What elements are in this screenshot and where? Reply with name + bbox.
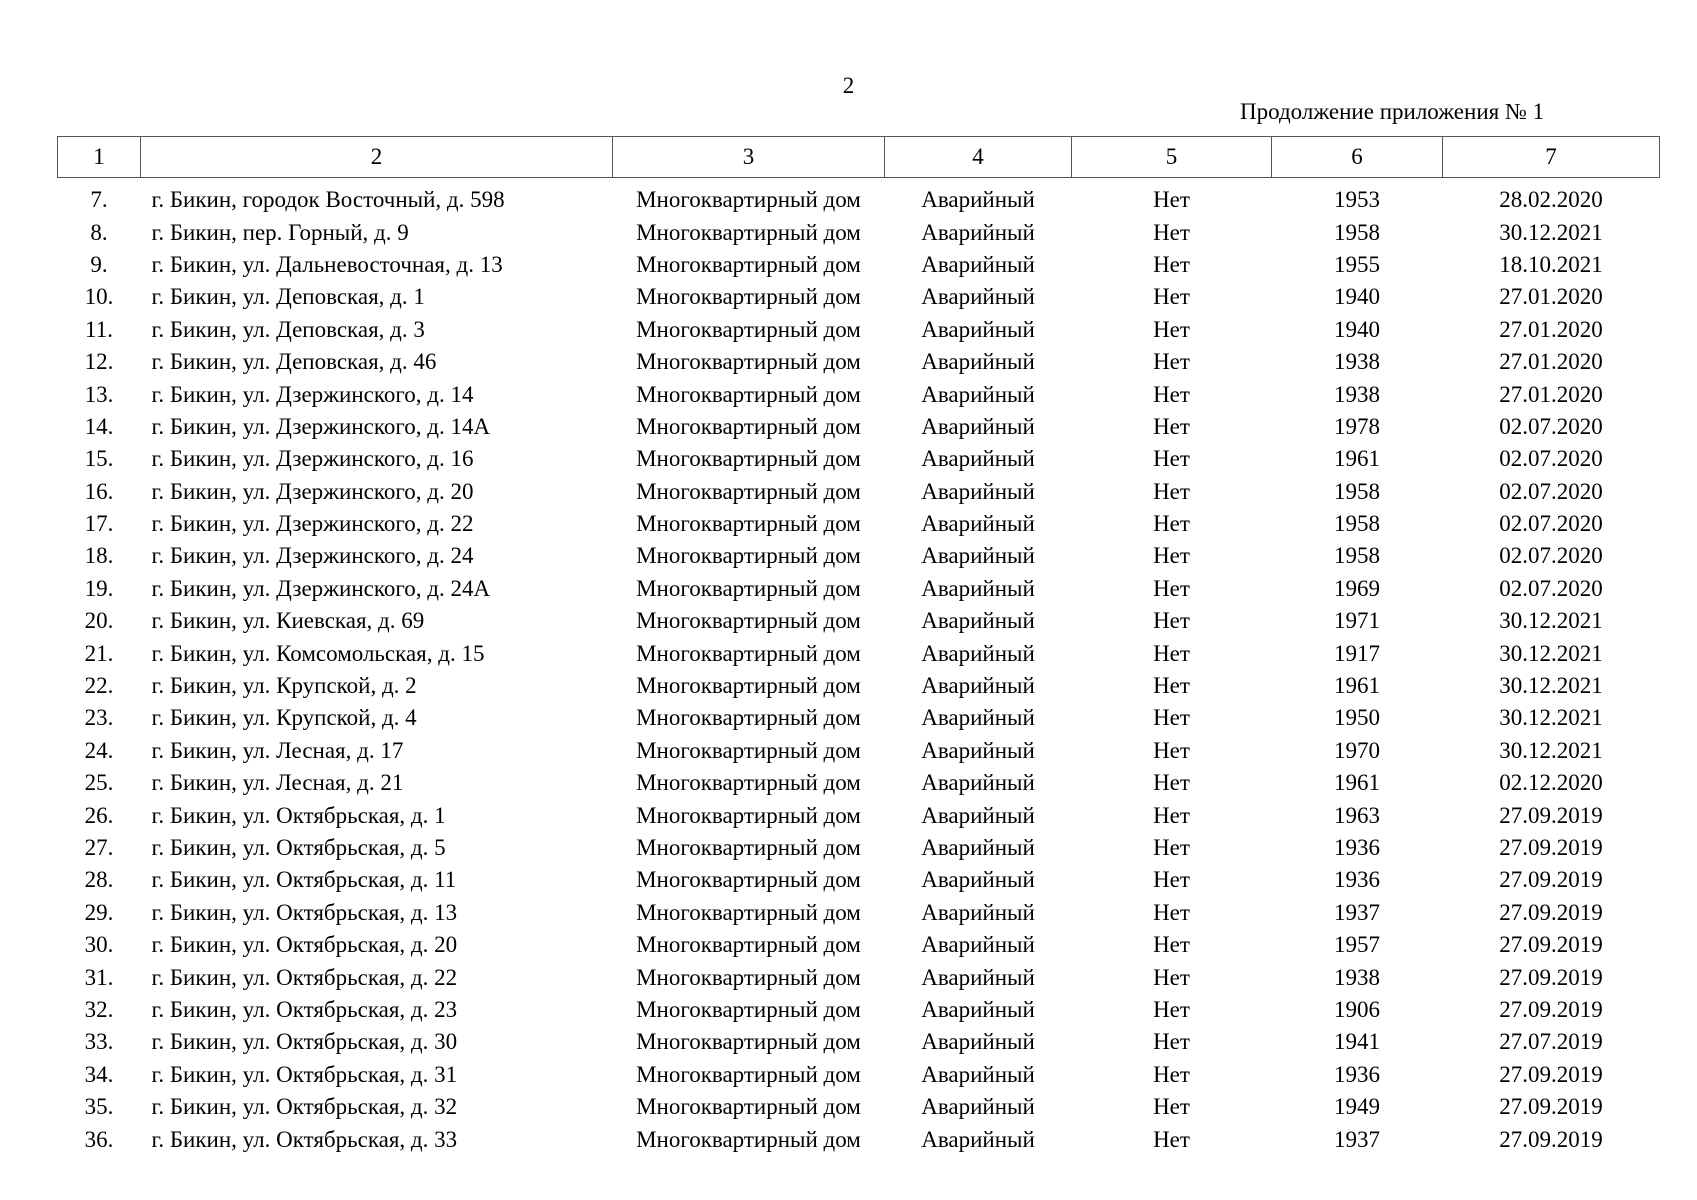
building-type-cell: Многоквартирный дом bbox=[636, 187, 861, 213]
flag-cell: Нет bbox=[1153, 511, 1190, 537]
year-cell: 1955 bbox=[1334, 251, 1380, 277]
table-row bbox=[58, 411, 1660, 443]
year-cell: 1938 bbox=[1334, 381, 1380, 407]
column-header-3: 3 bbox=[613, 137, 885, 178]
date-cell: 27.09.2019 bbox=[1499, 1126, 1603, 1152]
building-type-cell: Многоквартирный дом bbox=[636, 446, 861, 472]
table-row bbox=[58, 994, 1660, 1026]
year-cell: 1906 bbox=[1334, 996, 1380, 1022]
row-number: 7. bbox=[90, 187, 108, 213]
date-cell: 28.02.2020 bbox=[1499, 187, 1603, 213]
date-cell: 02.07.2020 bbox=[1499, 478, 1603, 504]
row-number: 31. bbox=[84, 964, 114, 990]
condition-cell: Аварийный bbox=[921, 1126, 1035, 1152]
date-cell: 27.09.2019 bbox=[1499, 899, 1603, 925]
row-number: 21. bbox=[84, 640, 114, 666]
date-cell: 02.07.2020 bbox=[1499, 543, 1603, 569]
row-number: 8. bbox=[90, 219, 108, 245]
address-cell: г. Бикин, ул. Октябрьская, д. 20 bbox=[151, 932, 458, 958]
building-type-cell: Многоквартирный дом bbox=[636, 251, 861, 277]
building-type-cell: Многоквартирный дом bbox=[636, 413, 861, 439]
table-row bbox=[58, 1123, 1660, 1155]
date-cell: 27.01.2020 bbox=[1499, 284, 1603, 310]
condition-cell: Аварийный bbox=[921, 446, 1035, 472]
condition-cell: Аварийный bbox=[921, 737, 1035, 763]
date-cell: 02.07.2020 bbox=[1499, 446, 1603, 472]
table-row bbox=[58, 1059, 1660, 1091]
table-row bbox=[58, 476, 1660, 508]
building-type-cell: Многоквартирный дом bbox=[636, 996, 861, 1022]
row-number: 27. bbox=[84, 835, 114, 860]
year-cell: 1938 bbox=[1334, 964, 1380, 990]
table-row bbox=[58, 767, 1660, 799]
address-cell: г. Бикин, ул. Деповская, д. 1 bbox=[151, 284, 425, 310]
year-cell: 1961 bbox=[1334, 446, 1380, 472]
address-cell: г. Бикин, ул. Октябрьская, д. 5 bbox=[151, 835, 446, 860]
flag-cell: Нет bbox=[1153, 737, 1190, 763]
flag-cell: Нет bbox=[1153, 219, 1190, 245]
address-cell: г. Бикин, ул. Дзержинского, д. 14А bbox=[151, 413, 491, 439]
building-type-cell: Многоквартирный дом bbox=[636, 899, 861, 925]
building-type-cell: Многоквартирный дом bbox=[636, 316, 861, 342]
table-row bbox=[58, 443, 1660, 475]
date-cell: 18.10.2021 bbox=[1499, 251, 1603, 277]
table-row bbox=[58, 929, 1660, 961]
condition-cell: Аварийный bbox=[921, 867, 1035, 893]
condition-cell: Аварийный bbox=[921, 349, 1035, 375]
date-cell: 27.09.2019 bbox=[1499, 932, 1603, 958]
flag-cell: Нет bbox=[1153, 1094, 1190, 1120]
table-row bbox=[58, 670, 1660, 702]
address-cell: г. Бикин, ул. Октябрьская, д. 13 bbox=[151, 899, 458, 925]
date-cell: 30.12.2021 bbox=[1499, 219, 1603, 245]
date-cell: 27.01.2020 bbox=[1499, 349, 1603, 375]
condition-cell: Аварийный bbox=[921, 187, 1035, 213]
date-cell: 30.12.2021 bbox=[1499, 640, 1603, 666]
condition-cell: Аварийный bbox=[921, 219, 1035, 245]
flag-cell: Нет bbox=[1153, 1126, 1190, 1152]
date-cell: 30.12.2021 bbox=[1499, 705, 1603, 731]
column-header-1: 1 bbox=[58, 137, 141, 178]
date-cell: 27.07.2019 bbox=[1499, 1029, 1603, 1055]
address-cell: г. Бикин, ул. Октябрьская, д. 30 bbox=[151, 1029, 458, 1055]
flag-cell: Нет bbox=[1153, 316, 1190, 342]
row-number: 16. bbox=[84, 478, 114, 504]
condition-cell: Аварийный bbox=[921, 770, 1035, 796]
row-number: 10. bbox=[84, 284, 114, 310]
row-number: 28. bbox=[84, 867, 114, 893]
building-type-cell: Многоквартирный дом bbox=[636, 737, 861, 763]
condition-cell: Аварийный bbox=[921, 511, 1035, 537]
year-cell: 1953 bbox=[1334, 187, 1380, 213]
flag-cell: Нет bbox=[1153, 964, 1190, 990]
year-cell: 1936 bbox=[1334, 1061, 1380, 1087]
condition-cell: Аварийный bbox=[921, 1029, 1035, 1055]
table-row bbox=[58, 249, 1660, 281]
table-row bbox=[58, 573, 1660, 605]
building-type-cell: Многоквартирный дом bbox=[636, 705, 861, 731]
building-type-cell: Многоквартирный дом bbox=[636, 349, 861, 375]
date-cell: 27.09.2019 bbox=[1499, 996, 1603, 1022]
row-number: 29. bbox=[84, 899, 114, 925]
table-row bbox=[58, 832, 1660, 864]
row-number: 9. bbox=[90, 251, 108, 277]
date-cell: 27.09.2019 bbox=[1499, 802, 1603, 828]
column-header-4: 4 bbox=[885, 137, 1072, 178]
address-cell: г. Бикин, ул. Октябрьская, д. 22 bbox=[151, 964, 458, 990]
table-row bbox=[58, 735, 1660, 767]
table-row bbox=[58, 216, 1660, 248]
condition-cell: Аварийный bbox=[921, 705, 1035, 731]
row-number: 33. bbox=[84, 1029, 114, 1055]
condition-cell: Аварийный bbox=[921, 575, 1035, 601]
year-cell: 1936 bbox=[1334, 835, 1380, 860]
address-cell: г. Бикин, ул. Киевская, д. 69 bbox=[151, 608, 425, 634]
condition-cell: Аварийный bbox=[921, 673, 1035, 699]
flag-cell: Нет bbox=[1153, 446, 1190, 472]
flag-cell: Нет bbox=[1153, 640, 1190, 666]
building-type-cell: Многоквартирный дом bbox=[636, 1029, 861, 1055]
flag-cell: Нет bbox=[1153, 835, 1190, 860]
address-cell: г. Бикин, ул. Дзержинского, д. 24А bbox=[151, 575, 491, 601]
flag-cell: Нет bbox=[1153, 608, 1190, 634]
year-cell: 1958 bbox=[1334, 511, 1380, 537]
row-number: 18. bbox=[84, 543, 114, 569]
address-cell: г. Бикин, ул. Дальневосточная, д. 13 bbox=[151, 251, 503, 277]
building-type-cell: Многоквартирный дом bbox=[636, 478, 861, 504]
condition-cell: Аварийный bbox=[921, 478, 1035, 504]
row-number: 22. bbox=[84, 673, 114, 699]
flag-cell: Нет bbox=[1153, 770, 1190, 796]
row-number: 24. bbox=[84, 737, 114, 763]
building-type-cell: Многоквартирный дом bbox=[636, 673, 861, 699]
flag-cell: Нет bbox=[1153, 413, 1190, 439]
year-cell: 1961 bbox=[1334, 770, 1380, 796]
flag-cell: Нет bbox=[1153, 899, 1190, 925]
flag-cell: Нет bbox=[1153, 705, 1190, 731]
address-cell: г. Бикин, ул. Лесная, д. 17 bbox=[151, 737, 404, 763]
table-row bbox=[58, 178, 1660, 217]
year-cell: 1936 bbox=[1334, 867, 1380, 893]
date-cell: 27.09.2019 bbox=[1499, 867, 1603, 893]
building-type-cell: Многоквартирный дом bbox=[636, 932, 861, 958]
row-number: 32. bbox=[84, 996, 114, 1022]
date-cell: 27.01.2020 bbox=[1499, 381, 1603, 407]
year-cell: 1941 bbox=[1334, 1029, 1380, 1055]
flag-cell: Нет bbox=[1153, 478, 1190, 504]
table-row bbox=[58, 897, 1660, 929]
building-type-cell: Многоквартирный дом bbox=[636, 284, 861, 310]
building-type-cell: Многоквартирный дом bbox=[636, 1061, 861, 1087]
year-cell: 1971 bbox=[1334, 608, 1380, 634]
address-cell: г. Бикин, ул. Лесная, д. 21 bbox=[151, 770, 404, 796]
column-header-6: 6 bbox=[1272, 137, 1443, 178]
address-cell: г. Бикин, ул. Дзержинского, д. 24 bbox=[151, 543, 474, 569]
building-type-cell: Многоквартирный дом bbox=[636, 219, 861, 245]
date-cell: 02.07.2020 bbox=[1499, 575, 1603, 601]
row-number: 23. bbox=[84, 705, 114, 731]
row-number: 17. bbox=[84, 511, 114, 537]
date-cell: 02.12.2020 bbox=[1499, 770, 1603, 796]
table-row bbox=[58, 1091, 1660, 1123]
row-number: 12. bbox=[84, 349, 114, 375]
table-row bbox=[58, 540, 1660, 572]
condition-cell: Аварийный bbox=[921, 640, 1035, 666]
date-cell: 27.09.2019 bbox=[1499, 835, 1603, 860]
condition-cell: Аварийный bbox=[921, 381, 1035, 407]
row-number: 36. bbox=[84, 1126, 114, 1152]
address-cell: г. Бикин, ул. Октябрьская, д. 31 bbox=[151, 1061, 458, 1087]
table-body bbox=[58, 178, 1660, 1156]
flag-cell: Нет bbox=[1153, 867, 1190, 893]
year-cell: 1938 bbox=[1334, 349, 1380, 375]
building-type-cell: Многоквартирный дом bbox=[636, 1126, 861, 1152]
address-cell: г. Бикин, ул. Крупской, д. 2 bbox=[151, 673, 417, 699]
appendix-continuation-label: Продолжение приложения № 1 bbox=[1240, 99, 1545, 124]
address-cell: г. Бикин, ул. Дзержинского, д. 14 bbox=[151, 381, 474, 407]
year-cell: 1937 bbox=[1334, 1126, 1380, 1152]
year-cell: 1917 bbox=[1334, 640, 1380, 666]
flag-cell: Нет bbox=[1153, 673, 1190, 699]
year-cell: 1949 bbox=[1334, 1094, 1380, 1120]
date-cell: 30.12.2021 bbox=[1499, 737, 1603, 763]
year-cell: 1969 bbox=[1334, 575, 1380, 601]
building-type-cell: Многоквартирный дом bbox=[636, 867, 861, 893]
condition-cell: Аварийный bbox=[921, 284, 1035, 310]
condition-cell: Аварийный bbox=[921, 835, 1035, 860]
building-type-cell: Многоквартирный дом bbox=[636, 1094, 861, 1120]
condition-cell: Аварийный bbox=[921, 251, 1035, 277]
flag-cell: Нет bbox=[1153, 284, 1190, 310]
date-cell: 27.01.2020 bbox=[1499, 316, 1603, 342]
condition-cell: Аварийный bbox=[921, 964, 1035, 990]
date-cell: 30.12.2021 bbox=[1499, 608, 1603, 634]
condition-cell: Аварийный bbox=[921, 932, 1035, 958]
year-cell: 1940 bbox=[1334, 284, 1380, 310]
housing-table bbox=[57, 136, 1660, 1156]
building-type-cell: Многоквартирный дом bbox=[636, 575, 861, 601]
address-cell: г. Бикин, ул. Октябрьская, д. 23 bbox=[151, 996, 458, 1022]
address-cell: г. Бикин, ул. Дзержинского, д. 20 bbox=[151, 478, 474, 504]
condition-cell: Аварийный bbox=[921, 316, 1035, 342]
address-cell: г. Бикин, ул. Дзержинского, д. 16 bbox=[151, 446, 474, 472]
table-row bbox=[58, 864, 1660, 896]
flag-cell: Нет bbox=[1153, 802, 1190, 828]
table-row bbox=[58, 799, 1660, 831]
row-number: 13. bbox=[84, 381, 114, 407]
date-cell: 30.12.2021 bbox=[1499, 673, 1603, 699]
building-type-cell: Многоквартирный дом bbox=[636, 835, 861, 860]
row-number: 25. bbox=[84, 770, 114, 796]
year-cell: 1961 bbox=[1334, 673, 1380, 699]
address-cell: г. Бикин, городок Восточный, д. 598 bbox=[151, 187, 505, 213]
address-cell: г. Бикин, ул. Деповская, д. 3 bbox=[151, 316, 425, 342]
condition-cell: Аварийный bbox=[921, 1061, 1035, 1087]
table-row bbox=[58, 281, 1660, 313]
flag-cell: Нет bbox=[1153, 251, 1190, 277]
year-cell: 1970 bbox=[1334, 737, 1380, 763]
flag-cell: Нет bbox=[1153, 996, 1190, 1022]
address-cell: г. Бикин, пер. Горный, д. 9 bbox=[151, 219, 409, 245]
row-number: 30. bbox=[84, 932, 114, 958]
date-cell: 02.07.2020 bbox=[1499, 511, 1603, 537]
address-cell: г. Бикин, ул. Крупской, д. 4 bbox=[151, 705, 417, 731]
year-cell: 1940 bbox=[1334, 316, 1380, 342]
flag-cell: Нет bbox=[1153, 543, 1190, 569]
address-cell: г. Бикин, ул. Октябрьская, д. 32 bbox=[151, 1094, 458, 1120]
date-cell: 27.09.2019 bbox=[1499, 1094, 1603, 1120]
row-number: 34. bbox=[84, 1061, 114, 1087]
table-row bbox=[58, 605, 1660, 637]
building-type-cell: Многоквартирный дом bbox=[636, 770, 861, 796]
address-cell: г. Бикин, ул. Октябрьская, д. 1 bbox=[151, 802, 446, 828]
row-number: 15. bbox=[84, 446, 114, 472]
year-cell: 1963 bbox=[1334, 802, 1380, 828]
table-row bbox=[58, 314, 1660, 346]
table-row bbox=[58, 346, 1660, 378]
address-cell: г. Бикин, ул. Дзержинского, д. 22 bbox=[151, 511, 474, 537]
row-number: 26. bbox=[84, 802, 114, 828]
flag-cell: Нет bbox=[1153, 349, 1190, 375]
date-cell: 27.09.2019 bbox=[1499, 964, 1603, 990]
date-cell: 27.09.2019 bbox=[1499, 1061, 1603, 1087]
condition-cell: Аварийный bbox=[921, 899, 1035, 925]
building-type-cell: Многоквартирный дом bbox=[636, 802, 861, 828]
table-row bbox=[58, 378, 1660, 410]
table-header-row bbox=[58, 137, 1660, 178]
year-cell: 1958 bbox=[1334, 219, 1380, 245]
row-number: 11. bbox=[85, 316, 113, 342]
date-cell: 02.07.2020 bbox=[1499, 413, 1603, 439]
condition-cell: Аварийный bbox=[921, 996, 1035, 1022]
address-cell: г. Бикин, ул. Октябрьская, д. 33 bbox=[151, 1126, 458, 1152]
table-row bbox=[58, 1026, 1660, 1058]
flag-cell: Нет bbox=[1153, 1061, 1190, 1087]
flag-cell: Нет bbox=[1153, 187, 1190, 213]
year-cell: 1978 bbox=[1334, 413, 1380, 439]
column-header-2: 2 bbox=[141, 137, 613, 178]
condition-cell: Аварийный bbox=[921, 1094, 1035, 1120]
condition-cell: Аварийный bbox=[921, 413, 1035, 439]
condition-cell: Аварийный bbox=[921, 802, 1035, 828]
building-type-cell: Многоквартирный дом bbox=[636, 511, 861, 537]
building-type-cell: Многоквартирный дом bbox=[636, 964, 861, 990]
year-cell: 1958 bbox=[1334, 543, 1380, 569]
row-number: 14. bbox=[84, 413, 114, 439]
flag-cell: Нет bbox=[1153, 381, 1190, 407]
year-cell: 1950 bbox=[1334, 705, 1380, 731]
row-number: 20. bbox=[84, 608, 114, 634]
year-cell: 1958 bbox=[1334, 478, 1380, 504]
column-header-5: 5 bbox=[1072, 137, 1272, 178]
table-row bbox=[58, 961, 1660, 993]
flag-cell: Нет bbox=[1153, 932, 1190, 958]
condition-cell: Аварийный bbox=[921, 608, 1035, 634]
address-cell: г. Бикин, ул. Деповская, д. 46 bbox=[151, 349, 437, 375]
flag-cell: Нет bbox=[1153, 1029, 1190, 1055]
table-row bbox=[58, 637, 1660, 669]
page-number: 2 bbox=[842, 73, 855, 98]
building-type-cell: Многоквартирный дом bbox=[636, 608, 861, 634]
table-row bbox=[58, 702, 1660, 734]
condition-cell: Аварийный bbox=[921, 543, 1035, 569]
address-cell: г. Бикин, ул. Октябрьская, д. 11 bbox=[151, 867, 457, 893]
address-cell: г. Бикин, ул. Комсомольская, д. 15 bbox=[151, 640, 485, 666]
building-type-cell: Многоквартирный дом bbox=[636, 543, 861, 569]
row-number: 35. bbox=[84, 1094, 114, 1120]
table-row bbox=[58, 508, 1660, 540]
year-cell: 1957 bbox=[1334, 932, 1380, 958]
year-cell: 1937 bbox=[1334, 899, 1380, 925]
building-type-cell: Многоквартирный дом bbox=[636, 381, 861, 407]
row-number: 19. bbox=[84, 575, 114, 601]
building-type-cell: Многоквартирный дом bbox=[636, 640, 861, 666]
flag-cell: Нет bbox=[1153, 575, 1190, 601]
column-header-7: 7 bbox=[1443, 137, 1660, 178]
